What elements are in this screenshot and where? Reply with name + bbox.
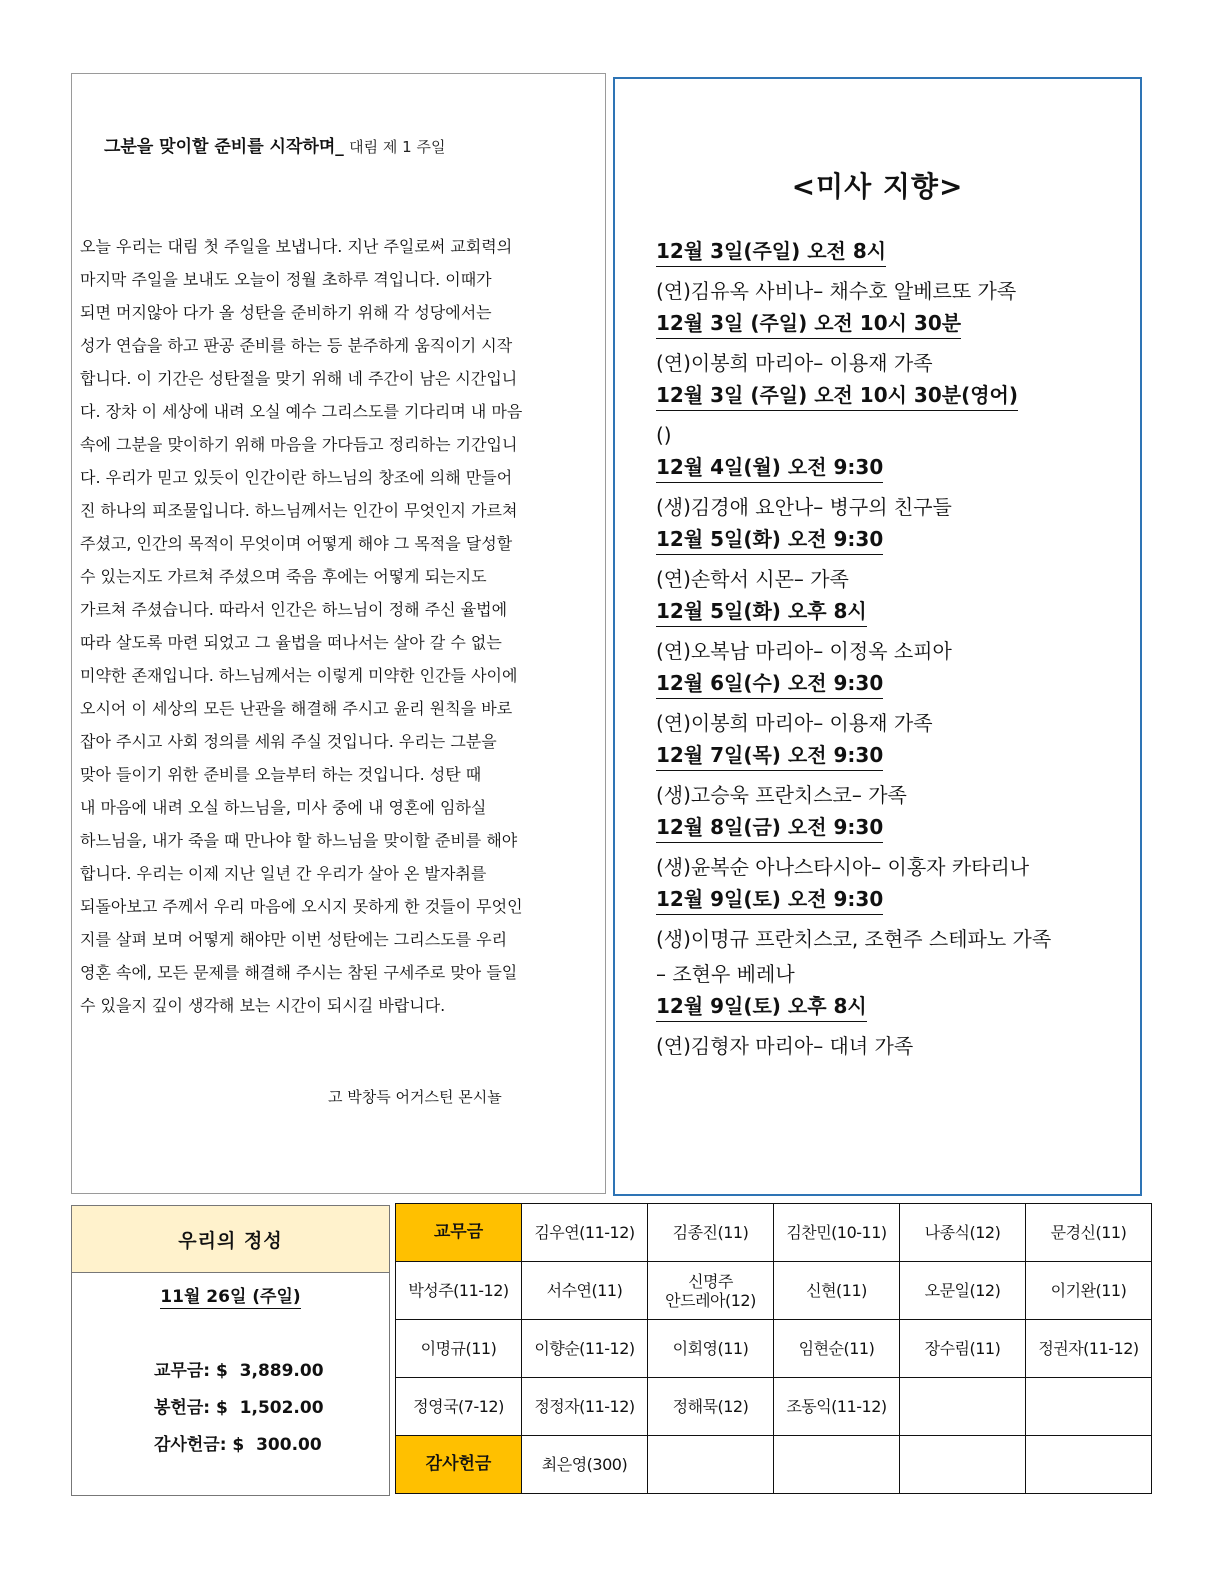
offering-label: 교무금: $ <box>154 1361 228 1381</box>
donor-cell: 서수연(11) <box>522 1262 648 1320</box>
offering-summary <box>71 1205 390 1496</box>
mass-intention: (생)김경애 요안나– 병구의 친구들 <box>656 495 952 519</box>
donor-cell: 임현순(11) <box>774 1320 900 1378</box>
reflection-panel <box>71 73 606 1194</box>
mass-intention: () <box>656 423 672 447</box>
reflection-line: 가르쳐 주셨습니다. 따라서 인간은 하느님이 정해 주신 율법에 <box>80 600 508 619</box>
offering-line-dues <box>154 1356 324 1381</box>
donor-row <box>396 1378 1152 1436</box>
donor-cell: 박성주(11-12) <box>396 1262 522 1320</box>
reflection-line: 되돌아보고 주께서 우리 마음에 오시지 못하게 한 것들이 무엇인 <box>80 897 523 916</box>
offering-title: 우리의 정성 <box>72 1206 389 1273</box>
mass-intention: (연)손학서 시몬– 가족 <box>656 567 849 591</box>
donor-cell <box>1026 1436 1152 1494</box>
mass-time: 12월 5일(화) 오후 8시 <box>656 597 867 627</box>
mass-time: 12월 3일 (주일) 오전 10시 30분(영어) <box>656 381 1018 411</box>
mass-intentions-title: <미사 지향> <box>791 170 964 203</box>
donor-cell <box>900 1436 1026 1494</box>
offering-amount: 3,889.00 <box>239 1361 324 1381</box>
offering-date-text: 11월 26일 (주일) <box>160 1287 301 1307</box>
mass-intention: – 조현우 베레나 <box>656 962 795 986</box>
reflection-line: 합니다. 우리는 이제 지난 일년 간 우리가 살아 온 발자취를 <box>80 864 487 883</box>
reflection-subtitle: 대림 제 1 주일 <box>349 138 446 156</box>
mass-intention: (연)김유옥 사비나– 채수호 알베르또 가족 <box>656 279 1017 303</box>
reflection-line: 되면 머지않아 다가 올 성탄을 준비하기 위해 각 성당에서는 <box>80 303 492 322</box>
mass-intentions-panel <box>613 77 1142 1196</box>
donor-cell: 신현(11) <box>774 1262 900 1320</box>
offering-amount: 300.00 <box>256 1435 322 1455</box>
donor-cell: 이명규(11) <box>396 1320 522 1378</box>
mass-intention: (생)이명규 프란치스코, 조현주 스테파노 가족 <box>656 927 1052 951</box>
donor-cell: 정영국(7-12) <box>396 1378 522 1436</box>
reflection-body <box>80 230 600 1022</box>
reflection-line: 다. 우리가 믿고 있듯이 인간이란 하느님의 창조에 의해 만들어 <box>80 468 513 487</box>
mass-entry <box>656 885 1136 992</box>
mass-intention: (생)고승욱 프란치스코– 가족 <box>656 783 907 807</box>
donor-cell: 신명주 안드레아(12) <box>648 1262 774 1320</box>
reflection-line: 맞아 들이기 위한 준비를 오늘부터 하는 것입니다. 성탄 때 <box>80 765 482 784</box>
mass-entry <box>656 453 1136 525</box>
reflection-line: 다. 장차 이 세상에 내려 오실 예수 그리스도를 기다리며 내 마음 <box>80 402 523 421</box>
mass-time: 12월 6일(수) 오전 9:30 <box>656 669 883 699</box>
mass-intention: (연)이봉희 마리아– 이용재 가족 <box>656 351 933 375</box>
donor-cell <box>774 1436 900 1494</box>
reflection-line: 잡아 주시고 사회 정의를 세워 주실 것입니다. 우리는 그분을 <box>80 732 497 751</box>
offering-label: 감사헌금: $ <box>154 1435 245 1455</box>
reflection-line: 수 있는지도 가르쳐 주셨으며 죽음 후에는 어떻게 되는지도 <box>80 567 487 586</box>
reflection-line: 따라 살도록 마련 되었고 그 율법을 떠나서는 살아 갈 수 없는 <box>80 633 502 652</box>
mass-entry <box>656 669 1136 741</box>
mass-entry <box>656 597 1136 669</box>
mass-entry <box>656 381 1136 453</box>
mass-intention: (생)윤복순 아나스타시아– 이홍자 카타리나 <box>656 855 1030 879</box>
donor-cell: 이기완(11) <box>1026 1262 1152 1320</box>
reflection-line: 지를 살펴 보며 어떻게 해야만 이번 성탄에는 그리스도를 우리 <box>80 930 508 949</box>
reflection-line: 주셨고, 인간의 목적이 무엇이며 어떻게 해야 그 목적을 달성할 <box>80 534 513 553</box>
donor-cell: 정권자(11-12) <box>1026 1320 1152 1378</box>
donor-cell: 장수림(11) <box>900 1320 1026 1378</box>
donor-category-label: 감사헌금 <box>396 1436 522 1494</box>
mass-time: 12월 4일(월) 오전 9:30 <box>656 453 883 483</box>
donor-cell: 이향순(11-12) <box>522 1320 648 1378</box>
donor-cell: 이회영(11) <box>648 1320 774 1378</box>
mass-time: 12월 5일(화) 오전 9:30 <box>656 525 883 555</box>
mass-entry <box>656 309 1136 381</box>
mass-intention: (연)김형자 마리아– 대녀 가족 <box>656 1034 914 1058</box>
mass-entry <box>656 741 1136 813</box>
mass-entry <box>656 813 1136 885</box>
donor-cell <box>900 1378 1026 1436</box>
donor-cell: 정정자(11-12) <box>522 1378 648 1436</box>
mass-intention: (연)오복남 마리아– 이정옥 소피아 <box>656 639 952 663</box>
donor-cell: 김종진(11) <box>648 1204 774 1262</box>
mass-intentions-list <box>656 237 1136 1064</box>
reflection-signature: 고 박창득 어거스틴 몬시뇰 <box>328 1088 502 1106</box>
mass-time: 12월 8일(금) 오전 9:30 <box>656 813 883 843</box>
reflection-line: 합니다. 이 기간은 성탄절을 맞기 위해 네 주간이 남은 시간입니 <box>80 369 518 388</box>
reflection-line: 오늘 우리는 대림 첫 주일을 보냅니다. 지난 주일로써 교회력의 <box>80 237 513 256</box>
donor-cell: 오문일(12) <box>900 1262 1026 1320</box>
reflection-line: 마지막 주일을 보내도 오늘이 정월 초하루 격입니다. 이때가 <box>80 270 492 289</box>
offering-date <box>72 1282 389 1307</box>
mass-time: 12월 7일(목) 오전 9:30 <box>656 741 883 771</box>
donor-row <box>396 1204 1152 1262</box>
reflection-line: 진 하나의 피조물입니다. 하느님께서는 인간이 무엇인지 가르쳐 <box>80 501 518 520</box>
donor-table <box>395 1203 1152 1494</box>
reflection-line: 속에 그분을 맞이하기 위해 마음을 가다듬고 정리하는 기간입니 <box>80 435 518 454</box>
mass-time: 12월 3일(주일) 오전 8시 <box>656 237 886 267</box>
offering-label: 봉헌금: $ <box>154 1398 228 1418</box>
mass-entry <box>656 525 1136 597</box>
donor-cell: 문경신(11) <box>1026 1204 1152 1262</box>
donor-row <box>396 1320 1152 1378</box>
donor-cell <box>648 1436 774 1494</box>
offering-amount: 1,502.00 <box>239 1398 324 1418</box>
mass-entry <box>656 237 1136 309</box>
reflection-line: 성가 연습을 하고 판공 준비를 하는 등 분주하게 움직이기 시작 <box>80 336 513 355</box>
reflection-line: 하느님을, 내가 죽을 때 만나야 할 하느님을 맞이할 준비를 해야 <box>80 831 518 850</box>
donor-cell: 조동익(11-12) <box>774 1378 900 1436</box>
donor-row <box>396 1436 1152 1494</box>
reflection-line: 내 마음에 내려 오실 하느님을, 미사 중에 내 영혼에 임하실 <box>80 798 487 817</box>
reflection-line: 수 있을지 깊이 생각해 보는 시간이 되시길 바랍니다. <box>80 996 446 1015</box>
mass-entry <box>656 992 1136 1064</box>
reflection-title <box>104 132 445 157</box>
mass-time: 12월 9일(토) 오후 8시 <box>656 992 867 1022</box>
donor-cell: 나종식(12) <box>900 1204 1026 1262</box>
donor-category-label: 교무금 <box>396 1204 522 1262</box>
donor-cell: 최은영(300) <box>522 1436 648 1494</box>
reflection-line: 미약한 존재입니다. 하느님께서는 이렇게 미약한 인간들 사이에 <box>80 666 518 685</box>
reflection-line: 오시어 이 세상의 모든 난관을 해결해 주시고 윤리 원칙을 바로 <box>80 699 513 718</box>
donor-cell: 김찬민(10-11) <box>774 1204 900 1262</box>
offering-line-thanksgiving <box>154 1430 322 1455</box>
mass-time: 12월 9일(토) 오전 9:30 <box>656 885 883 915</box>
mass-time: 12월 3일 (주일) 오전 10시 30분 <box>656 309 961 339</box>
donor-cell <box>1026 1378 1152 1436</box>
donor-row <box>396 1262 1152 1320</box>
reflection-heading: 그분을 맞이할 준비를 시작하며_ <box>104 137 344 157</box>
donor-cell: 김우연(11-12) <box>522 1204 648 1262</box>
mass-intention: (연)이봉희 마리아– 이용재 가족 <box>656 711 933 735</box>
offering-line-collection <box>154 1393 324 1418</box>
donor-cell: 정해묵(12) <box>648 1378 774 1436</box>
reflection-line: 영혼 속에, 모든 문제를 해결해 주시는 참된 구세주로 맞아 들일 <box>80 963 518 982</box>
